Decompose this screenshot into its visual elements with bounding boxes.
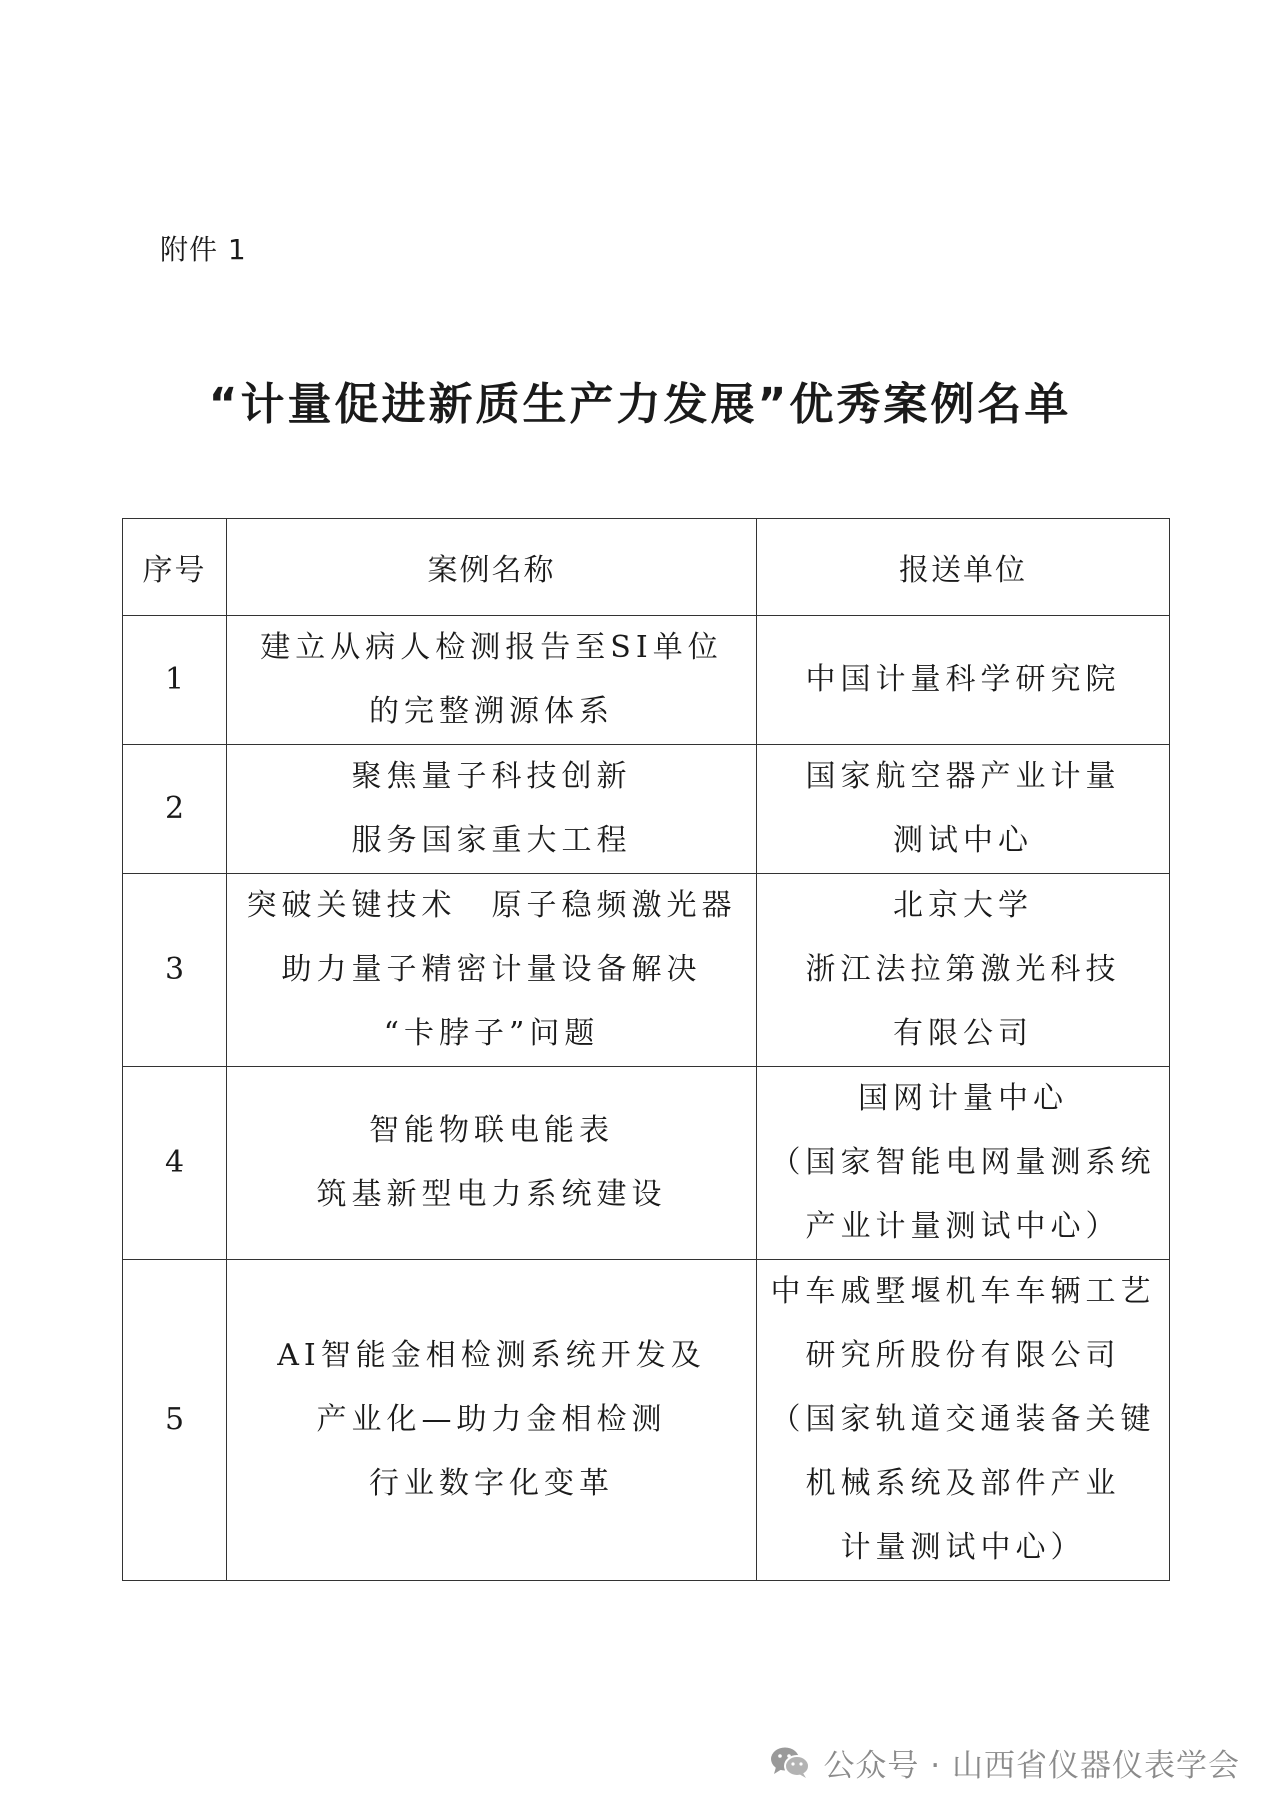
unit-line: 有限公司 [893,1016,1033,1051]
table-header-row [123,519,1170,616]
case-name-line: 聚焦量子科技创新 [351,759,632,794]
watermark-text: 公众号 · 山西省仪器仪表学会 [823,1747,1240,1784]
document-title: “计量促进新质生产力发展”优秀案例名单 [208,379,1072,430]
watermark [769,1742,1240,1782]
case-name-line: 智能物联电能表 [369,1113,614,1148]
attachment-label: 附件 1 [160,233,247,266]
row-submitting-unit [757,745,1170,874]
wechat-icon [769,1745,811,1779]
header-case-name: 案例名称 [227,519,757,616]
row-case-name [227,874,757,1067]
case-name-line: 突破关键技术 原子稳频激光器 [246,888,737,923]
row-submitting-unit [757,874,1170,1067]
row-case-name [227,1067,757,1260]
row-case-name [227,616,757,745]
unit-line: 机械系统及部件产业 [805,1466,1121,1501]
row-index: 1 [123,616,227,745]
case-list-table [122,518,1170,1581]
unit-line: 国家航空器产业计量 [805,759,1121,794]
case-name-line: AI智能金相检测系统开发及 [277,1338,706,1373]
row-case-name [227,745,757,874]
row-submitting-unit [757,1260,1170,1581]
row-index: 4 [123,1067,227,1260]
unit-line: 产业计量测试中心） [805,1209,1121,1244]
case-name-line: 助力量子精密计量设备解决 [281,952,702,987]
unit-line: 浙江法拉第激光科技 [805,952,1121,987]
row-case-name [227,1260,757,1581]
case-name-line: 建立从病人检测报告至SI单位 [260,630,723,665]
header-submitting-unit: 报送单位 [757,519,1170,616]
unit-line: 测试中心 [893,823,1033,858]
header-index: 序号 [123,519,227,616]
case-name-line: 产业化—助力金相检测 [316,1402,667,1437]
table-row [123,874,1170,1067]
table-row [123,1067,1170,1260]
unit-line: 中车戚墅堰机车车辆工艺 [770,1274,1156,1309]
unit-line: 北京大学 [893,888,1033,923]
table-row [123,616,1170,745]
row-index: 3 [123,874,227,1067]
unit-line: 国网计量中心 [858,1081,1068,1116]
table-row [123,745,1170,874]
row-index: 2 [123,745,227,874]
case-name-line: 行业数字化变革 [369,1466,614,1501]
table-row [123,1260,1170,1581]
unit-line: 中国计量科学研究院 [805,662,1121,697]
unit-line: 研究所股份有限公司 [805,1338,1121,1373]
case-name-line: “卡脖子”问题 [383,1016,600,1051]
unit-line: 计量测试中心） [840,1530,1086,1565]
row-index: 5 [123,1260,227,1581]
row-submitting-unit [757,616,1170,745]
case-name-line: 的完整溯源体系 [369,694,614,729]
case-name-line: 筑基新型电力系统建设 [316,1177,667,1212]
unit-line: （国家轨道交通装备关键 [770,1402,1156,1437]
unit-line: （国家智能电网量测系统 [770,1145,1156,1180]
case-name-line: 服务国家重大工程 [351,823,632,858]
row-submitting-unit [757,1067,1170,1260]
